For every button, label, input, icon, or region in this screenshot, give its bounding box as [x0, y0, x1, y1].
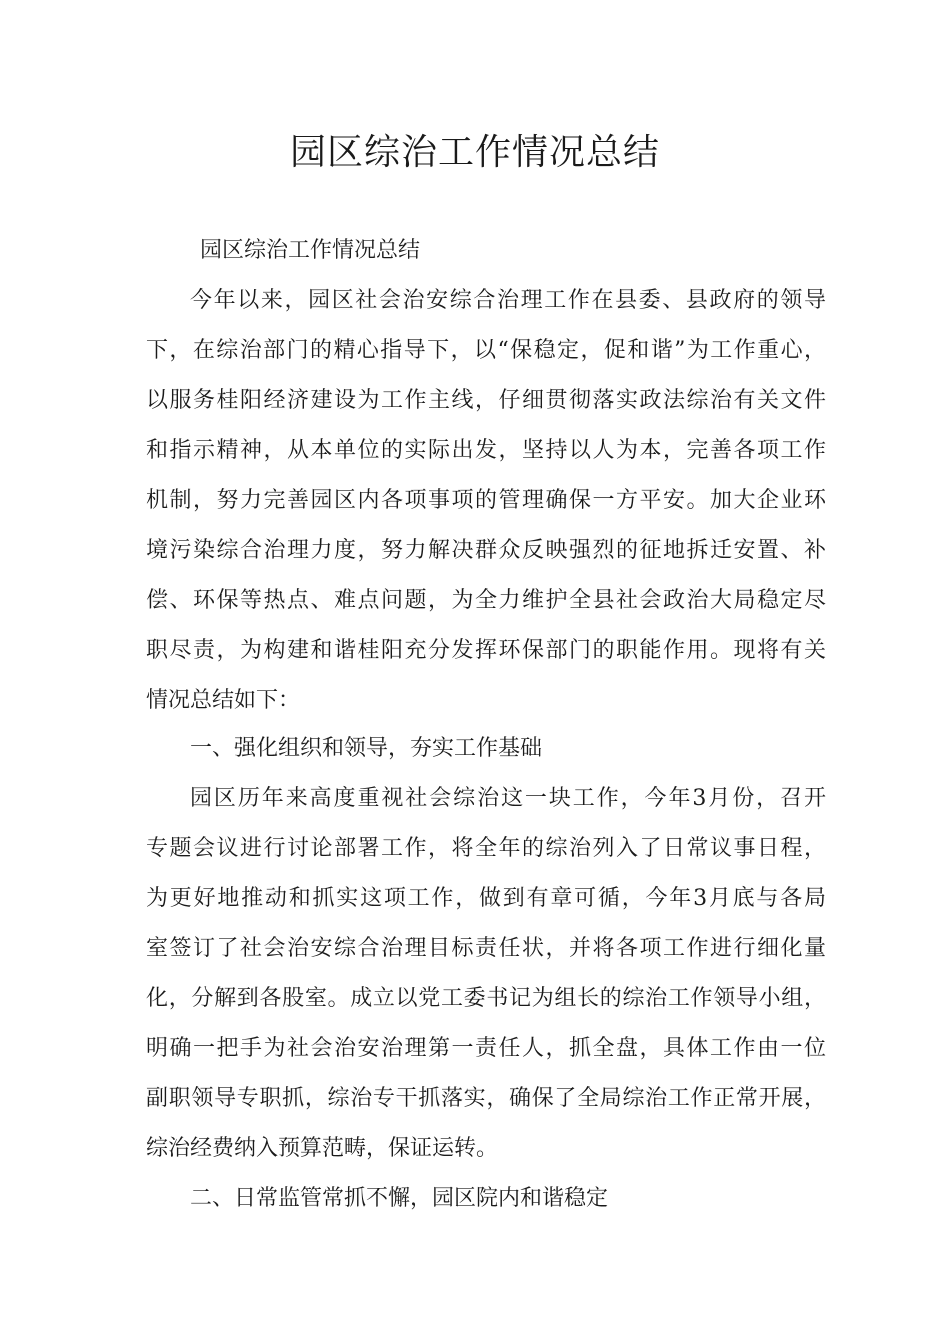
paragraph-line: 职尽责，为构建和谐桂阳充分发挥环保部门的职能作用。现将有关: [146, 638, 826, 663]
paragraph-line: 境污染综合治理力度，努力解决群众反映强烈的征地拆迁安置、补: [146, 538, 826, 563]
paragraph-line: 偿、环保等热点、难点问题，为全力维护全县社会政治大局稳定尽: [146, 588, 826, 613]
paragraph-line: 今年以来，园区社会治安综合治理工作在县委、县政府的领导: [190, 288, 826, 313]
section-heading: 二、日常监管常抓不懈，园区院内和谐稳定: [190, 1186, 609, 1211]
section-heading: 一、强化组织和领导，夯实工作基础: [190, 736, 543, 761]
paragraph-line: 以服务桂阳经济建设为工作主线，仔细贯彻落实政法综治有关文件: [146, 388, 826, 413]
paragraph-line: 化，分解到各股室。成立以党工委书记为组长的综治工作领导小组，: [146, 986, 826, 1011]
paragraph-line: 为更好地推动和抓实这项工作，做到有章可循，今年3月底与各局: [146, 886, 826, 911]
paragraph-line: 下，在综治部门的精心指导下，以“保稳定，促和谐”为工作重心，: [146, 338, 826, 363]
paragraph-line: 情况总结如下：: [146, 688, 301, 713]
document-title: 园区综治工作情况总结: [289, 132, 660, 173]
paragraph-line: 综治经费纳入预算范畴，保证运转。: [146, 1136, 499, 1161]
paragraph-line: 专题会议进行讨论部署工作，将全年的综治列入了日常议事日程，: [146, 836, 826, 861]
document-subtitle: 园区综治工作情况总结: [200, 238, 421, 263]
paragraph-line: 明确一把手为社会治安治理第一责任人，抓全盘，具体工作由一位: [146, 1036, 826, 1061]
paragraph-line: 园区历年来高度重视社会综治这一块工作，今年3月份，召开: [190, 786, 826, 811]
paragraph-line: 机制，努力完善园区内各项事项的管理确保一方平安。加大企业环: [146, 488, 826, 513]
paragraph-line: 和指示精神，从本单位的实际出发，坚持以人为本，完善各项工作: [146, 438, 826, 463]
paragraph-line: 副职领导专职抓，综治专干抓落实，确保了全局综治工作正常开展，: [146, 1086, 826, 1111]
paragraph-line: 室签订了社会治安综合治理目标责任状，并将各项工作进行细化量: [146, 936, 826, 961]
